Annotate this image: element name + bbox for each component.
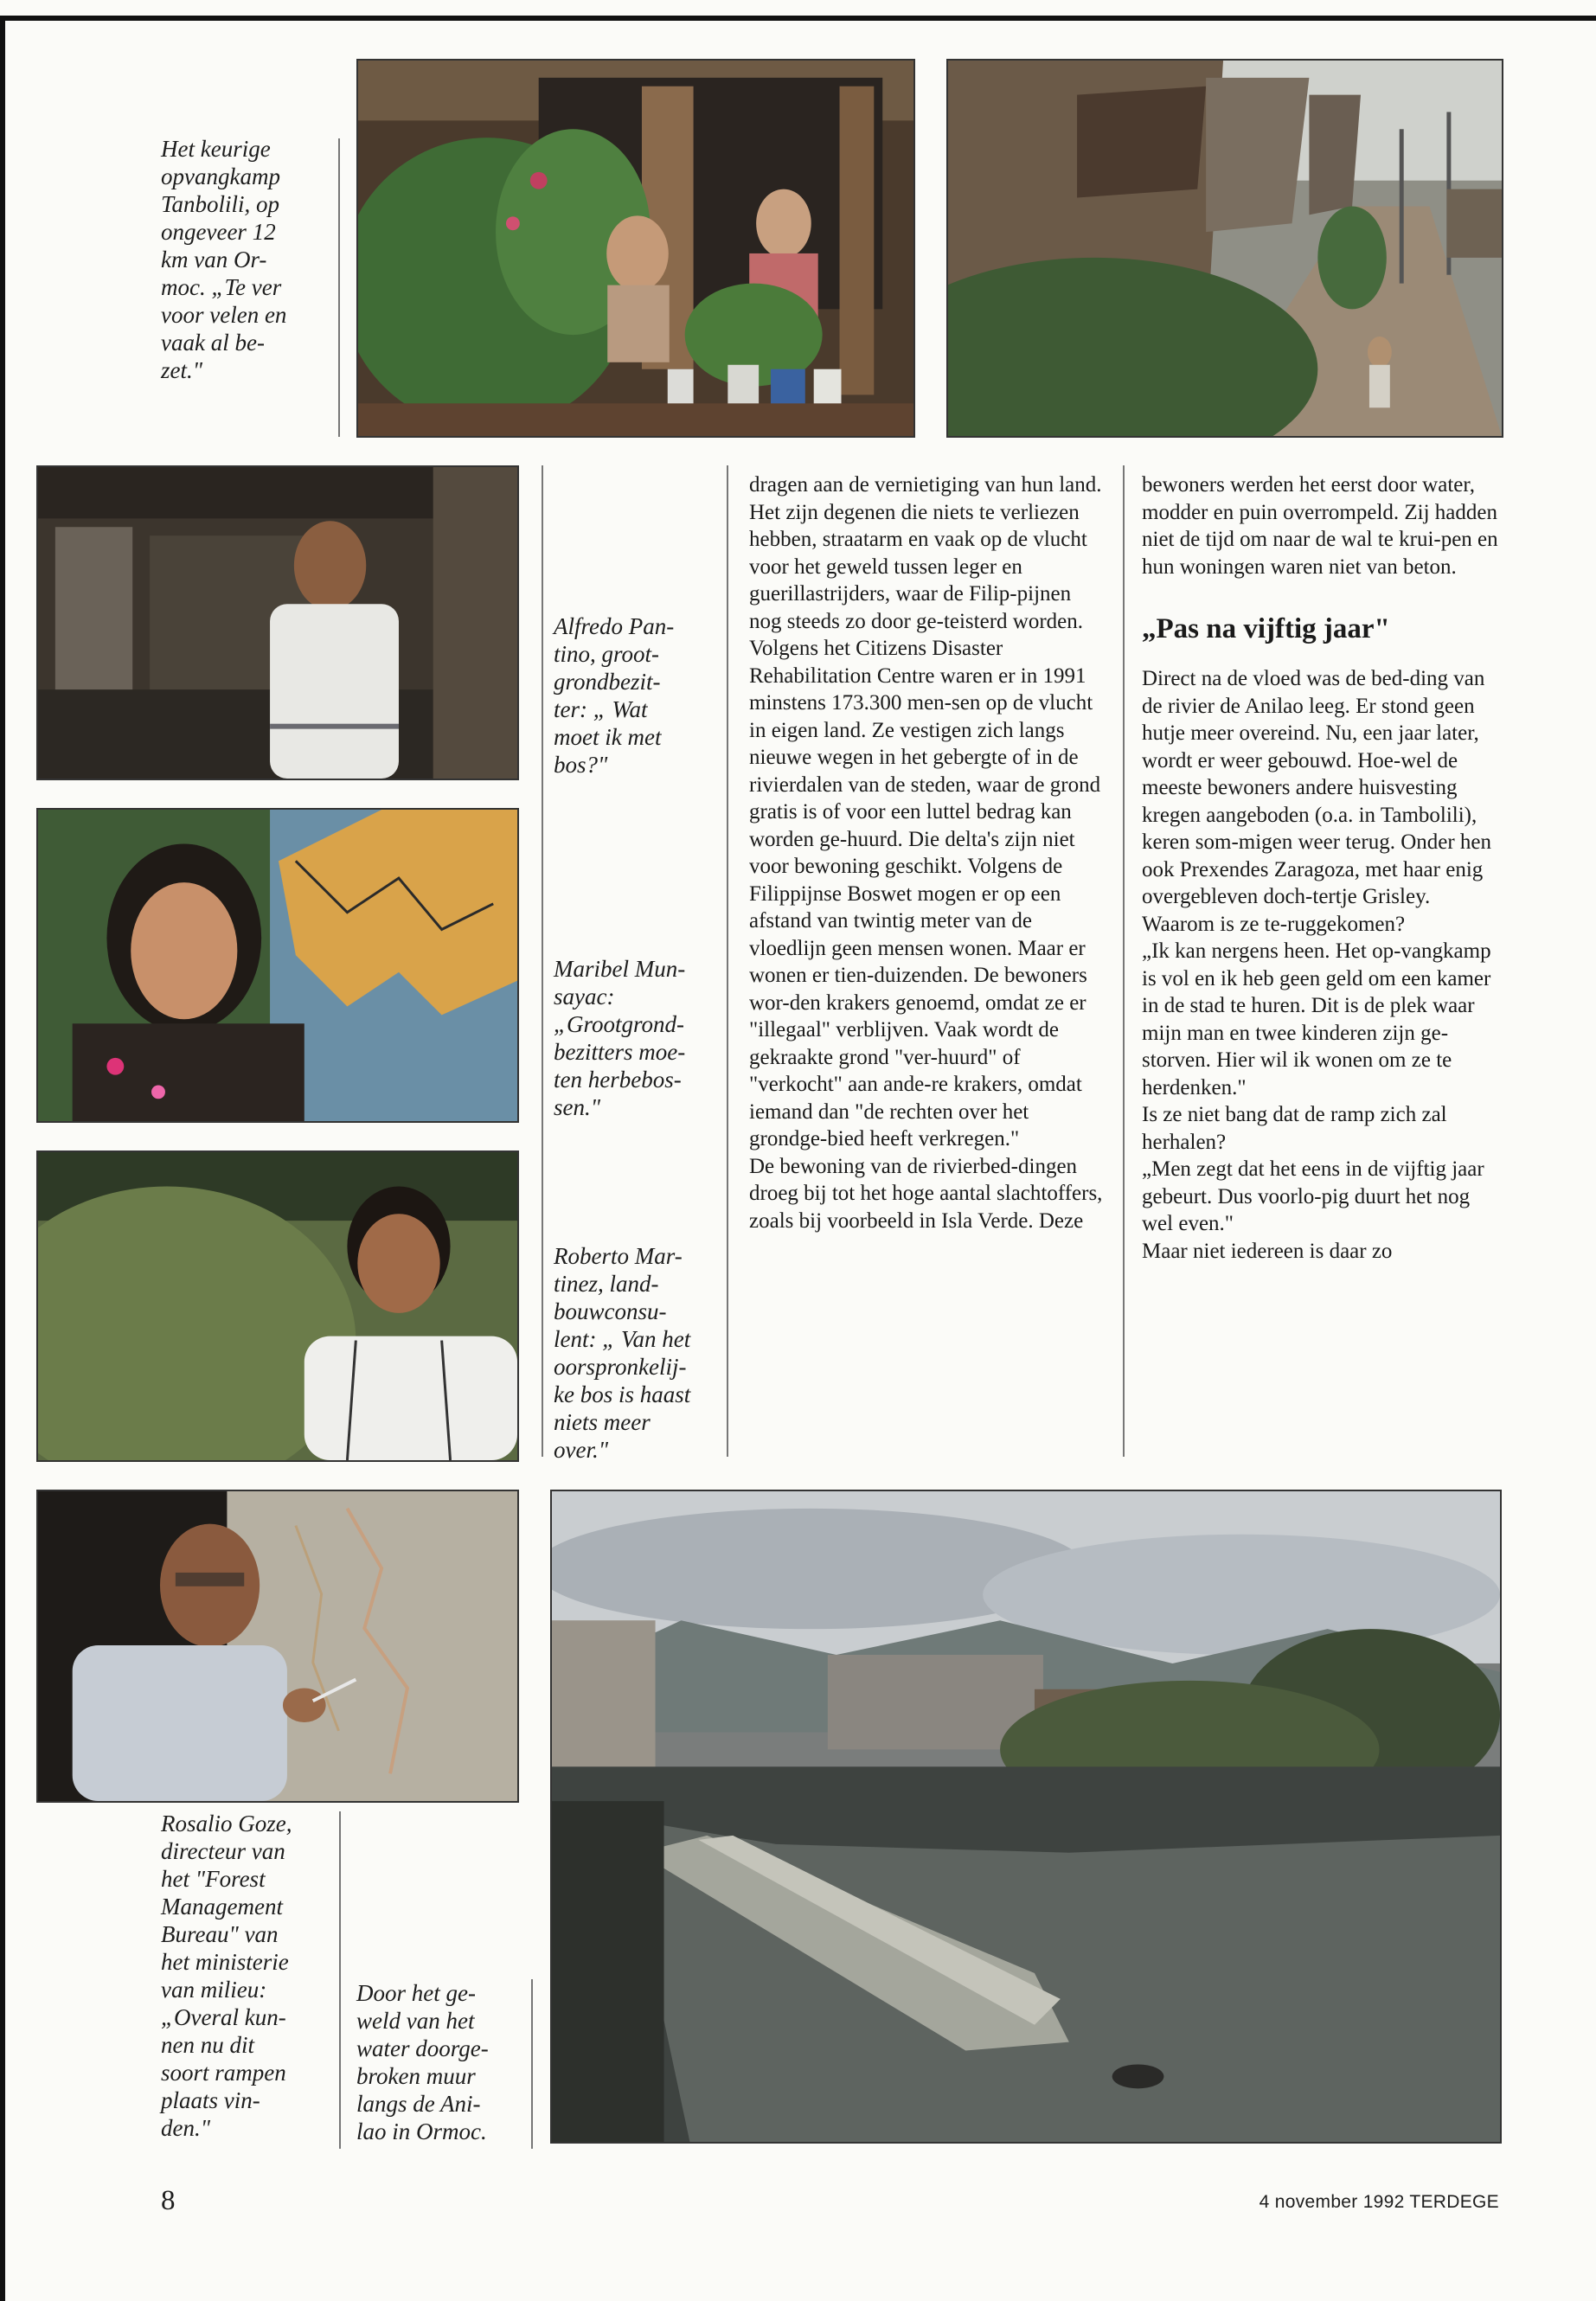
article-paragraph: Is ze niet bang dat de ramp zich zal herhalen? bbox=[1142, 1103, 1447, 1154]
caption-roberto: Roberto Mar- tinez, land- bouwconsu- lent: „ Van het oorspronkelij- ke bos is haast niets meer over." bbox=[554, 1243, 691, 1463]
article-paragraph: Volgens het Citizens Disaster Rehabilitation Centre waren er in 1991 minstens 173.300 men-sen op de vlucht in eigen land. Ze vestigen zich langs nieuwe wegen in het gebergte of in de rivierdalen van de steden, waar de grond gratis is of voor een luttel bedrag kan worden ge-huurd. Die delta's zijn niet voor bewoning geschikt. Volgens de Filippijnse Boswet mogen er op een afstand van twintig meter van de vloedlijn geen mensen wonen. Maar er wonen er tien-duizenden. De bewoners wor-den krakers genoemd, omdat ze er "illegaal" verblijven. Vaak wordt de gekraakte grond "ver-huurd" of "verkocht" aan ande-re krakers, omdat iemand dan "de rechten over het grondge-bied heeft verkregen." bbox=[749, 637, 1101, 1150]
section-heading: „Pas na vijftig jaar" bbox=[1142, 613, 1390, 644]
caption-tambolili: Het keurige opvangkamp Tanbolili, op ongeveer 12 km van Or- moc. „Te ver voor velen en vaak al be- zet." bbox=[161, 136, 287, 383]
caption-wall: Door het ge- weld van het water doorge- broken muur langs de Ani- lao in Ormoc. bbox=[356, 1980, 489, 2144]
article-paragraph: dragen aan de vernietiging van hun land. Het zijn degenen die niets te verliezen hebben, straatarm en vaak op de vlucht voor het geweld tussen leger en guerillastrijders, waar de Filip-pijnen nog steeds zo door ge-teisterd worden. bbox=[749, 473, 1102, 633]
column-rule-2 bbox=[727, 465, 728, 1457]
caption-rule bbox=[338, 138, 340, 437]
photo-roberto bbox=[36, 1150, 519, 1462]
photo-maribel bbox=[36, 808, 519, 1123]
caption-rule-bottom-1 bbox=[339, 1811, 341, 2149]
article-column-2 bbox=[1142, 471, 1501, 1265]
article-paragraph: „Ik kan nergens heen. Het op-vangkamp is vol en ik heb geen geld om een kamer in de stad te huren. Dit is de plek waar mijn man en twee kinderen zijn ge-storven. Hier wil ik wonen om ze te herdenken." bbox=[1142, 939, 1491, 1099]
caption-rule-bottom-2 bbox=[531, 1979, 533, 2149]
caption-alfredo: Alfredo Pan- tino, groot- grondbezit- ter: „ Wat moet ik met bos?" bbox=[554, 613, 675, 778]
photo-rosalio bbox=[36, 1490, 519, 1803]
article-paragraph: bewoners werden het eerst door water, modder en puin overrompeld. Zij hadden niet de tijd om naar de wal te krui-pen en hun woningen waren niet van beton. bbox=[1142, 473, 1498, 579]
article-paragraph: Maar niet iedereen is daar zo bbox=[1142, 1239, 1393, 1263]
caption-rosalio: Rosalio Goze, directeur van het "Forest Management Bureau" van het ministerie van milieu: „Overal kun- nen nu dit soort rampen plaats vin- den." bbox=[161, 1811, 292, 2141]
photo-village-street bbox=[946, 59, 1503, 438]
article-paragraph: Direct na de vloed was de bed-ding van de rivier de Anilao leeg. Er stond geen hutje meer overeind. Nu, een jaar later, wordt er weer gebouwd. Hoe-wel de meeste bewoners andere huisvesting kregen aangeboden (o.a. in Tambolili), keren som-migen weer terug. Onder hen ook Prexendes Zaragoza, met haar enig overgebleven doch-tertje Grisley. Waarom is ze te-ruggekomen? bbox=[1142, 667, 1492, 936]
column-rule-3 bbox=[1123, 465, 1125, 1457]
issue-footer: 4 november 1992 TERDEGE bbox=[1259, 2192, 1499, 2212]
article-paragraph: „Men zegt dat het eens in de vijftig jaar gebeurt. Dus voorlo-pig duurt het nog wel even." bbox=[1142, 1157, 1484, 1235]
photo-alfredo bbox=[36, 465, 519, 780]
article-column-1 bbox=[749, 471, 1104, 1234]
caption-maribel: Maribel Mun- sayac: „Grootgrond- bezitters moe- ten herbebos- sen." bbox=[554, 956, 686, 1120]
photo-river-wall bbox=[550, 1490, 1502, 2144]
page-border-left bbox=[0, 16, 5, 2301]
page-number: 8 bbox=[161, 2185, 176, 2216]
photo-porch-women bbox=[356, 59, 915, 438]
article-paragraph: De bewoning van de rivierbed-dingen droeg bij tot het hoge aantal slachtoffers, zoals bij voorbeeld in Isla Verde. Deze bbox=[749, 1154, 1103, 1233]
page-border-top bbox=[0, 16, 1596, 21]
column-rule-1 bbox=[542, 465, 543, 1457]
